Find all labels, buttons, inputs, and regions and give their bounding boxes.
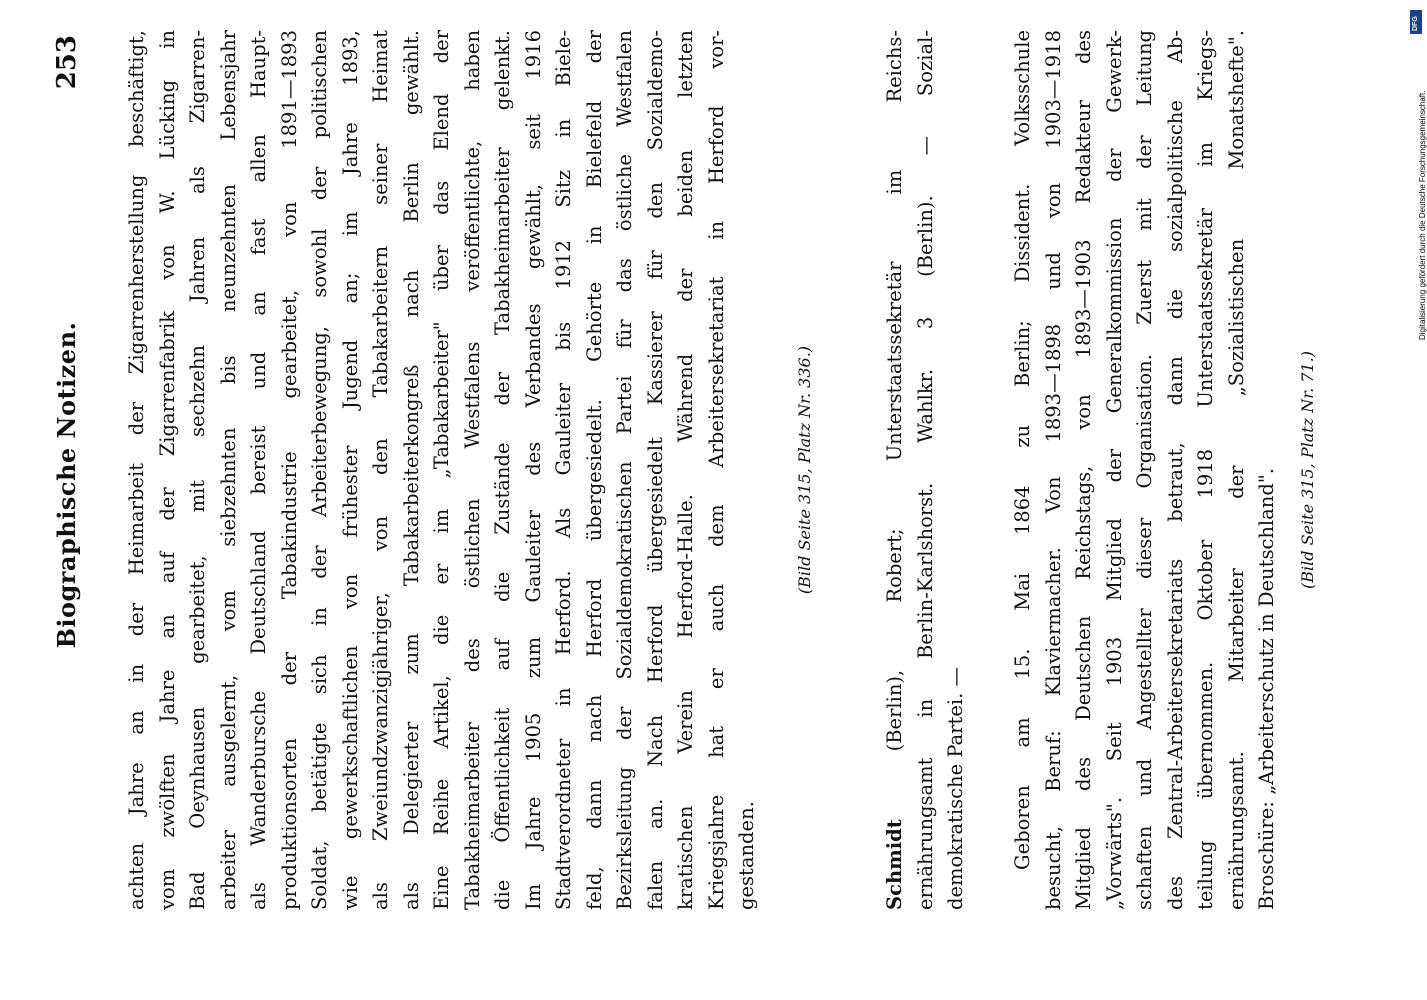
entry1.lines-line: gestanden.: [735, 801, 758, 910]
entry2.bio_lines-line: Broschüre: „Arbeiterschutz in Deutschland".: [1255, 467, 1278, 910]
entry-heading-text: (Berlin), Robert; Unterstaatssekretär im Reichs-: [883, 30, 906, 752]
entry1.lines-line: als Zweiundzwanzigjähriger, von den Tabakarbeitern seiner Heimat: [369, 30, 392, 910]
dfg-logo-text: DFG: [1412, 16, 1419, 31]
entry1.lines-line: als Delegierter zum Tabakarbeiterkongreß nach Berlin gewählt.: [399, 30, 423, 910]
entry1.lines-line: vom zwölften Jahre an auf der Zigarrenfabrik von W. Lücking in: [155, 30, 179, 910]
entry2.bio_lines-line: besucht, Beruf: Klaviermacher. Von 1893—1898 und von 1903—1918: [1041, 30, 1065, 910]
entry1.lines-line: Bezirksleitung der Sozialdemokratischen Partei für das östliche Westfalen: [613, 30, 636, 910]
entry-paragraph-schmidt: [1008, 30, 1283, 910]
page-header: [52, 35, 92, 935]
entry1.lines-line: produktionsorten der Tabakindustrie gearbeitet, von 1891—1893: [277, 30, 301, 910]
entry2.bio_lines-line: teilung übernommen. Oktober 1918 Unterstaatssekretär im Kriegs-: [1194, 30, 1217, 910]
entry1.lines-line: Soldat, betätigte sich in der Arbeiterbewegung, sowohl der politischen: [308, 30, 331, 910]
entry1.lines-line: feld, dann nach Herford übergesiedelt. Gehörte in Bielefeld der: [582, 30, 606, 910]
digitization-notice: [1404, 10, 1427, 340]
image-reference-caption-2: (Bild Seite 315, Platz Nr. 71.): [1298, 351, 1317, 589]
entry1.lines-line: achten Jahre an in der Heimarbeit der Zigarrenherstellung beschäftigt,: [125, 30, 148, 910]
image-reference-caption-1: (Bild Seite 315, Platz Nr. 336.): [795, 345, 814, 595]
entry1.lines-line: Bad Oeynhausen gearbeitet, mit sechzehn Jahren als Zigarren-: [186, 30, 209, 910]
entry1.lines-line: Stadtverordneter in Herford. Als Gauleiter bis 1912 Sitz in Biele-: [552, 30, 575, 910]
entry2-heading-line: demokratische Partei. —: [944, 666, 967, 910]
entry1.lines-line: Kriegsjahre hat er auch dem Arbeitersekretariat in Herford vor-: [704, 30, 728, 910]
entry1.lines-line: wie gewerkschaftlichen von frühester Jugend an; im Jahre 1893,: [338, 30, 362, 910]
entry1.lines-line: falen an. Nach Herford übergesiedelt Kassierer für den Sozialdemo-: [643, 30, 667, 910]
page-number: 253: [52, 35, 82, 90]
entry2.bio_lines-line: schaften und Angestellter dieser Organisation. Zuerst mit der Leitung: [1133, 30, 1156, 910]
digitization-notice-text: Digitalisierung gefördert durch die Deutsche Forschungsgemeinschaft.: [1418, 90, 1427, 340]
entry2-heading-line: [880, 30, 911, 910]
entry1.lines-line: Im Jahre 1905 zum Gauleiter des Verbandes gewählt, seit 1916: [521, 30, 545, 910]
running-title: Biographische Notizen.: [52, 321, 81, 649]
entry1.lines-line: kratischen Verein Herford-Halle. Während der beiden letzten: [674, 30, 697, 910]
entry1.lines-line: Eine Reihe Artikel, die er im „Tabakarbeiter" über das Elend der: [430, 30, 453, 910]
entry1.lines-line: die Öffentlichkeit auf die Zustände der Tabakheimarbeiter gelenkt.: [491, 30, 514, 910]
entry-paragraph-1: [122, 30, 763, 910]
entry-name: Schmidt: [883, 751, 906, 910]
entry2.bio_lines-line: Mitglied des Deutschen Reichstags, von 1893—1903 Redakteur des: [1072, 30, 1095, 910]
entry2.bio_lines-line: „Vorwärts". Seit 1903 Mitglied der Generalkommission der Gewerk-: [1102, 30, 1126, 910]
entry-heading-schmidt: [880, 30, 972, 910]
entry2.bio_lines-line: Geboren am 15. Mai 1864 zu Berlin; Dissident. Volksschule: [1011, 30, 1034, 870]
entry2.bio_lines-line: ernährungsamt. Mitarbeiter der „Sozialistischen Monatshefte".: [1224, 30, 1248, 910]
entry1.lines-line: arbeiter ausgelernt, vom siebzehnten bis neunzehnten Lebensjahr: [216, 30, 240, 910]
entry1.lines-line: als Wanderbursche Deutschland bereist und an fast allen Haupt-: [247, 30, 270, 910]
entry1.lines-line: Tabakheimarbeiter des östlichen Westfalens veröffentlichte, haben: [460, 30, 484, 910]
entry2-heading-line: ernährungsamt in Berlin-Karlshorst. Wahlkr. 3 (Berlin). — Sozial-: [913, 30, 937, 910]
entry2.bio_lines-line: des Zentral-Arbeitersekretariats betraut, dann die sozialpolitische Ab-: [1163, 30, 1187, 910]
